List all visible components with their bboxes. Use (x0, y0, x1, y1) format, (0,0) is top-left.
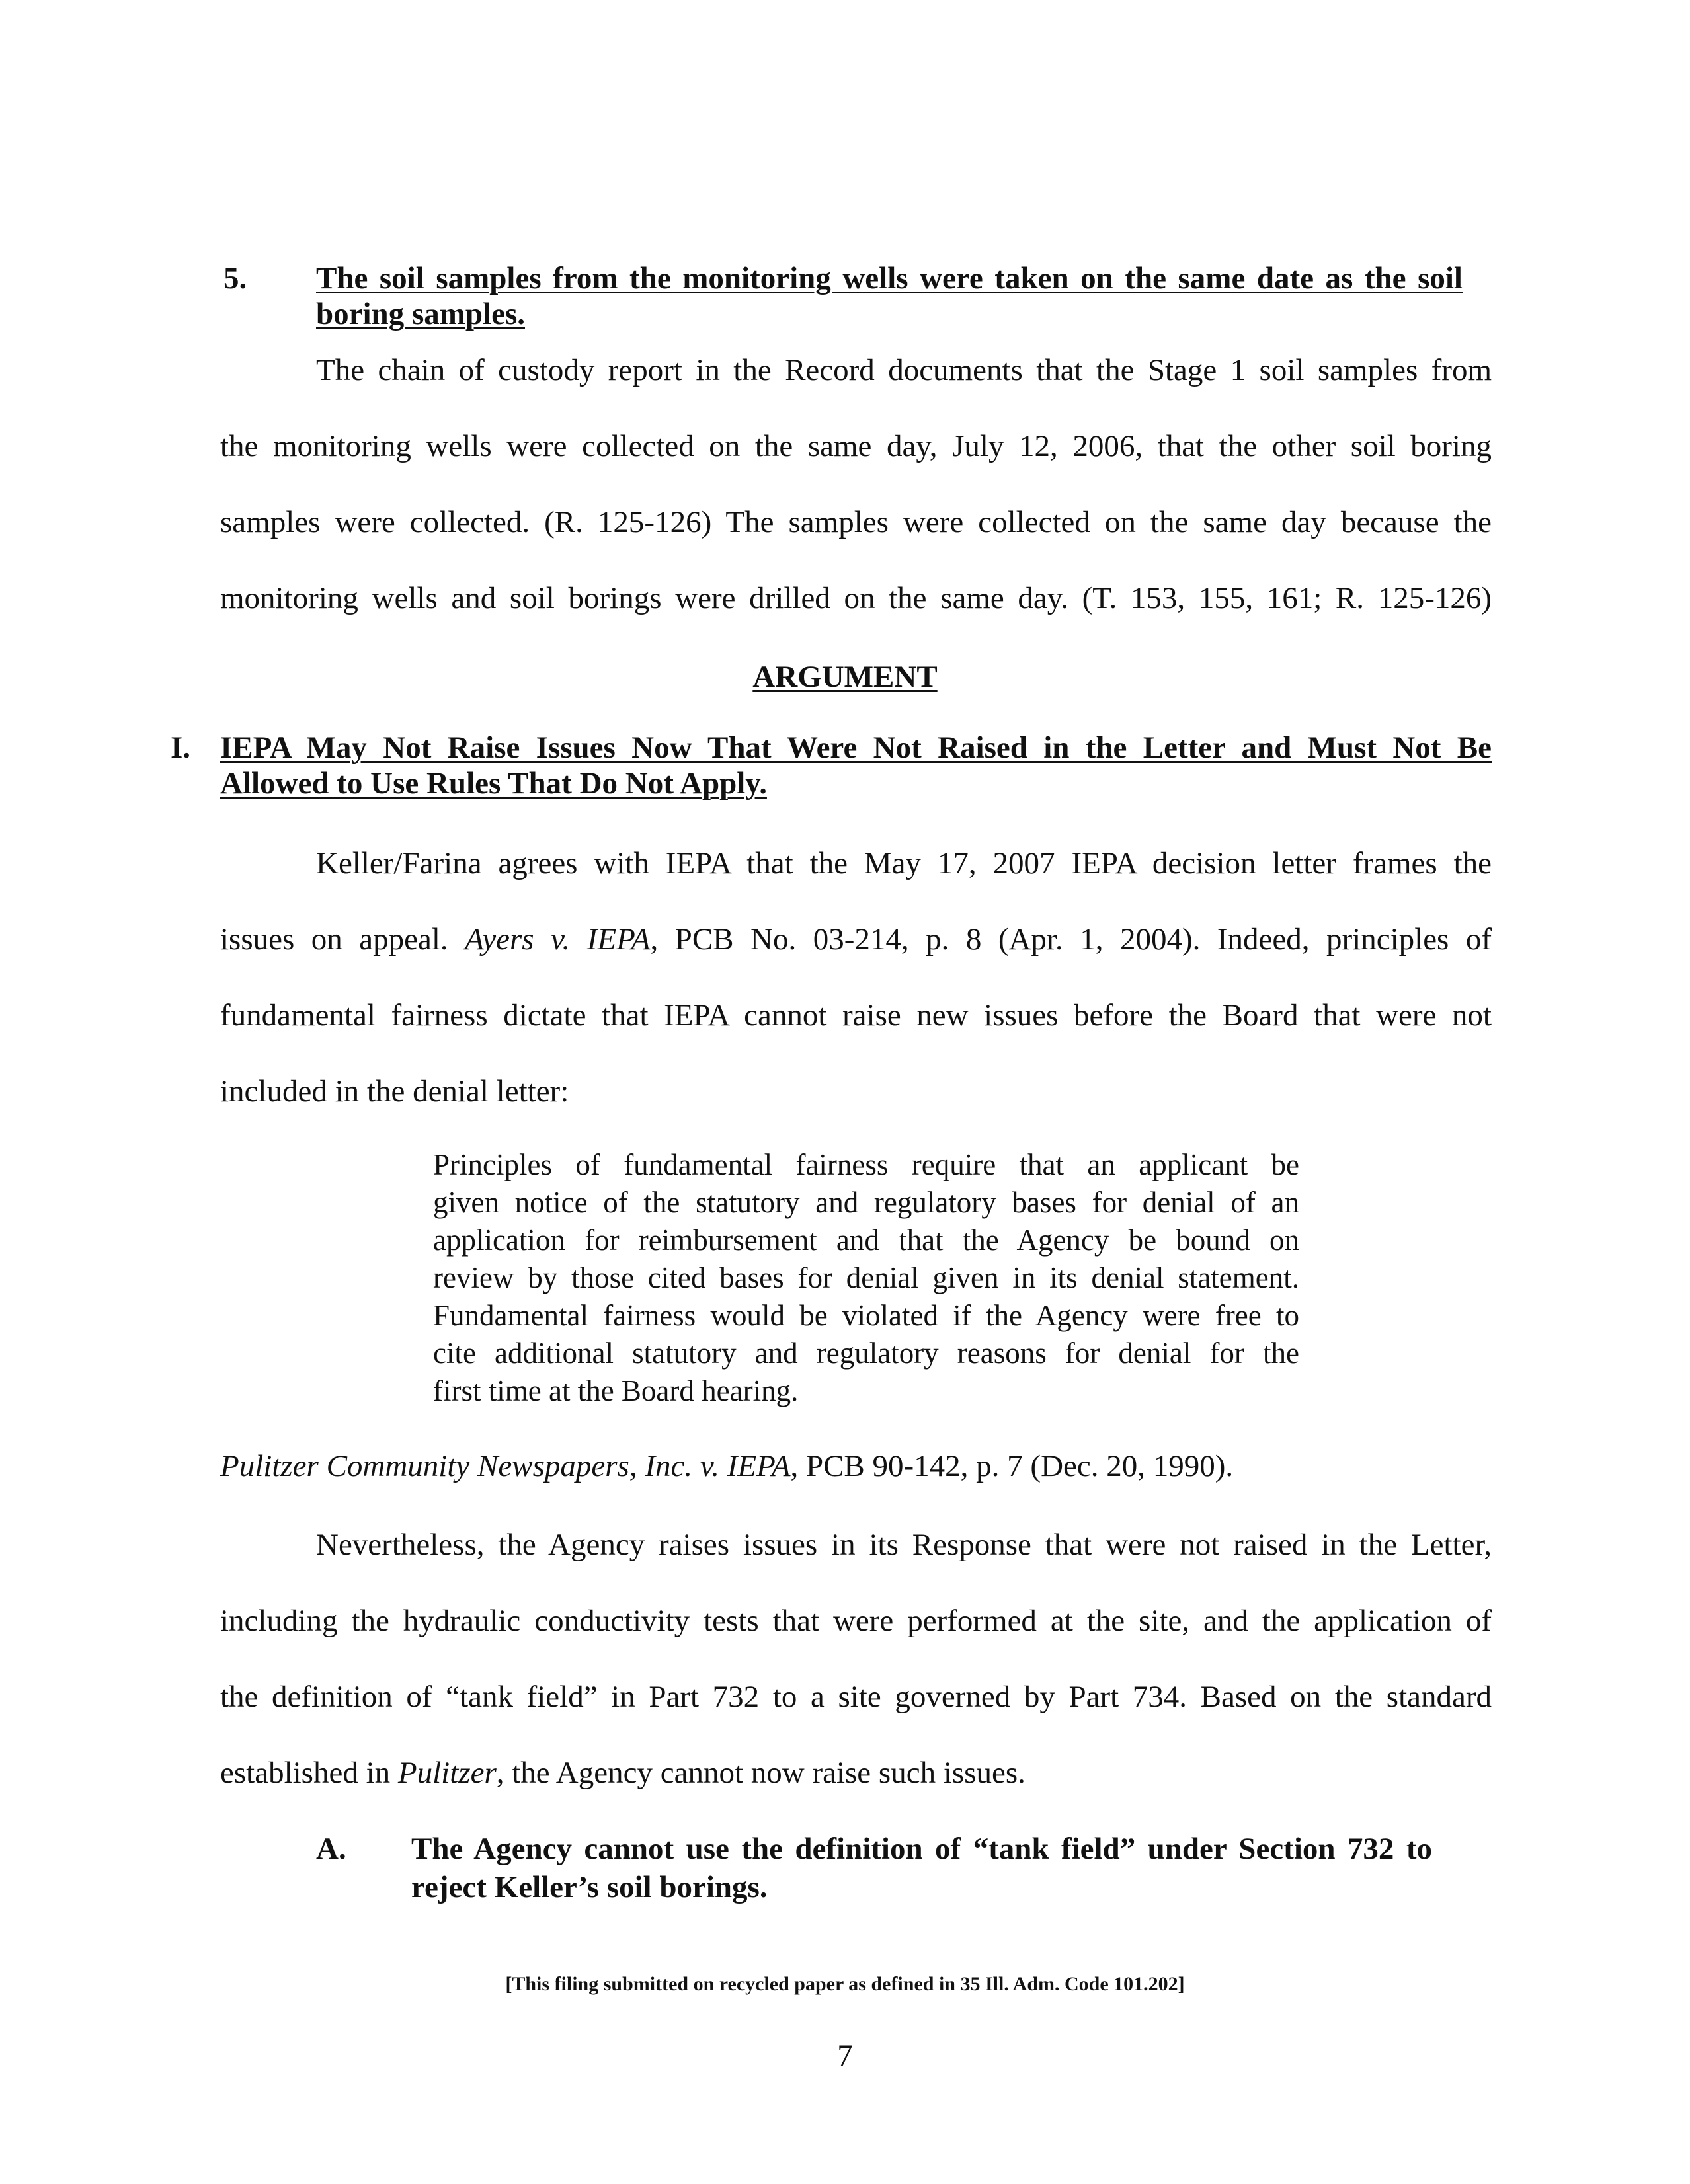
text-span: issues on appeal. (220, 922, 465, 956)
section-i-para2-line-4 (220, 1754, 1026, 1791)
text-span: , the Agency cannot now raise such issues. (496, 1756, 1026, 1790)
section-i-number: I. (171, 730, 191, 765)
block-quote (433, 1146, 1299, 1410)
quote-line: Fundamental fairness would be violated if the Agency were free to (433, 1299, 1299, 1332)
section-i-para2-line-2: including the hydraulic conductivity tests that were performed at the site, and the application of (220, 1604, 1492, 1638)
subsection-a-heading-line-2: reject Keller’s soil borings. (411, 1870, 768, 1904)
quote-line: first time at the Board hearing. (433, 1374, 799, 1407)
page-number: 7 (837, 2039, 853, 2073)
section-i-para2-line-3: the definition of “tank field” in Part 732 to a site governed by Part 734. Based on the standard (220, 1680, 1492, 1714)
section-i-heading-line-2: Allowed to Use Rules That Do Not Apply. (220, 766, 767, 800)
section-i-para1-line-2 (220, 921, 1492, 958)
section-5-para-line-3: samples were collected. (R. 125-126) The samples were collected on the same day because the (220, 505, 1492, 539)
argument-heading: ARGUMENT (752, 660, 938, 694)
subsection-a-letter: A. (316, 1832, 346, 1866)
section-5-para-line-2: the monitoring wells were collected on the same day, July 12, 2006, that the other soil boring (220, 429, 1492, 463)
case-name-pulitzer-short: Pulitzer (397, 1756, 497, 1790)
case-name-ayers: Ayers v. IEPA (465, 922, 651, 956)
section-i-heading-line-1: IEPA May Not Raise Issues Now That Were Not Raised in the Letter and Must Not Be (220, 730, 1492, 765)
quote-line: review by those cited bases for denial given in its denial statement. (433, 1261, 1299, 1294)
text-span: established in (220, 1756, 398, 1790)
quote-line: application for reimbursement and that the Agency be bound on (433, 1224, 1299, 1257)
subsection-a-heading-line-1: The Agency cannot use the definition of “tank field” under Section 732 to (411, 1832, 1432, 1866)
quote-line: given notice of the statutory and regulatory bases for denial of an (433, 1186, 1299, 1219)
section-i-para1-line-3: fundamental fairness dictate that IEPA cannot raise new issues before the Board that were not (220, 998, 1492, 1033)
quote-line: cite additional statutory and regulatory reasons for denial for the (433, 1337, 1299, 1370)
text-span: , PCB 90-142, p. 7 (Dec. 20, 1990). (790, 1449, 1234, 1483)
section-5-para-line-1: The chain of custody report in the Record documents that the Stage 1 soil samples from (316, 353, 1492, 387)
text-span: , PCB No. 03-214, p. 8 (Apr. 1, 2004). Indeed, principles of (650, 922, 1492, 956)
case-name-pulitzer: Pulitzer Community Newspapers, Inc. v. IEPA (220, 1449, 791, 1483)
section-5-heading-line-1: The soil samples from the monitoring wells were taken on the same date as the soil (316, 261, 1463, 295)
recycled-paper-footer: [This filing submitted on recycled paper as defined in 35 Ill. Adm. Code 101.202] (505, 1973, 1185, 1995)
section-5-number: 5. (223, 261, 247, 295)
section-5-heading-line-2: boring samples. (316, 297, 525, 331)
section-i-para1-line-1: Keller/Farina agrees with IEPA that the May 17, 2007 IEPA decision letter frames the (316, 846, 1492, 880)
section-i-para1-line-4: included in the denial letter: (220, 1074, 569, 1109)
section-i-para2-line-1: Nevertheless, the Agency raises issues in its Response that were not raised in the Letter, (316, 1528, 1492, 1562)
quote-citation (220, 1448, 1233, 1485)
section-5-para-line-4: monitoring wells and soil borings were drilled on the same day. (T. 153, 155, 161; R. 125-126) (220, 581, 1492, 615)
quote-line: Principles of fundamental fairness require that an applicant be (433, 1148, 1299, 1181)
